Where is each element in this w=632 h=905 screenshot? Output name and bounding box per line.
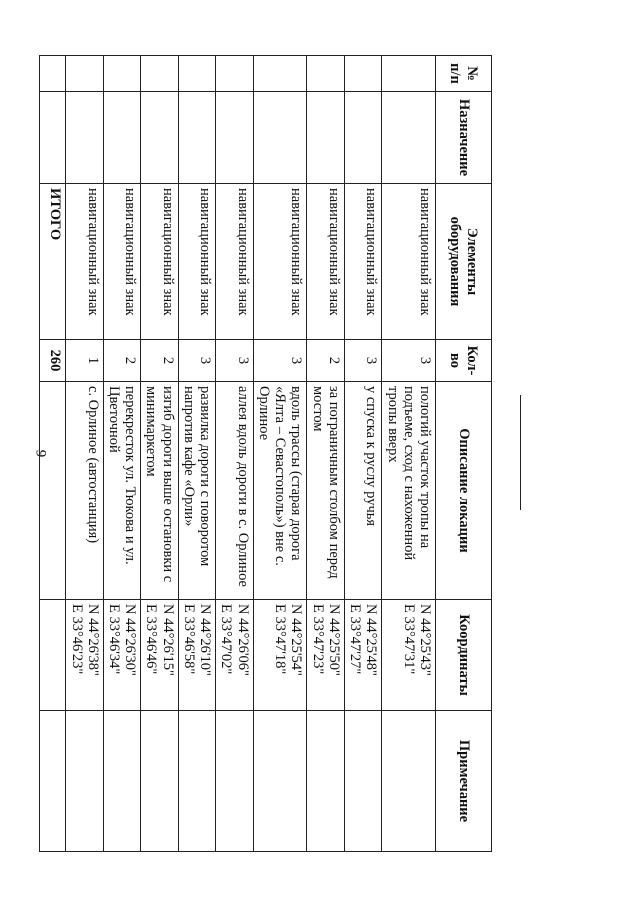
row-element: навигационный знак	[307, 184, 344, 340]
table-row	[307, 56, 344, 852]
row-location: аллея вдоль дороги в с. Орлиное	[216, 382, 253, 600]
coord-e: E 33°46'58"	[180, 604, 197, 675]
coord-e: E 33°47'23"	[309, 604, 326, 675]
row-note	[307, 711, 344, 852]
row-coords	[66, 600, 103, 711]
row-coords	[344, 600, 381, 711]
header-qty: Кол-во	[436, 340, 492, 382]
row-location: вдоль трассы (старая дорога «Ялта – Севастополь») вне с. Орлиное	[253, 382, 307, 600]
row-note	[141, 711, 178, 852]
row-purpose	[307, 92, 344, 184]
row-qty: 3	[344, 340, 381, 382]
row-location: с. Орлиное (автостанция)	[66, 382, 103, 600]
row-num	[307, 56, 344, 92]
row-element: навигационный знак	[344, 184, 381, 340]
row-purpose	[344, 92, 381, 184]
page-number: 9	[32, 449, 49, 458]
coord-e: E 33°47'31"	[400, 604, 417, 675]
row-num	[382, 56, 436, 92]
coord-n: N 44°25'43"	[417, 604, 433, 676]
coord-e: E 33°46'34"	[106, 604, 123, 675]
coord-e: E 33°47'18"	[272, 604, 289, 675]
table-row	[216, 56, 253, 852]
coord-n: N 44°25'54"	[288, 604, 305, 676]
row-num	[344, 56, 381, 92]
row-num	[141, 56, 178, 92]
row-element: навигационный знак	[141, 184, 178, 340]
row-element: навигационный знак	[216, 184, 253, 340]
table-row	[344, 56, 381, 852]
table-row	[382, 56, 436, 852]
row-purpose	[103, 92, 140, 184]
total-qty: 260	[40, 340, 66, 382]
row-purpose	[216, 92, 253, 184]
row-note	[344, 711, 381, 852]
header-elements: Элементы оборудования	[436, 184, 492, 340]
coord-e: E 33°47'02"	[218, 604, 235, 675]
row-element: навигационный знак	[382, 184, 436, 340]
row-purpose	[141, 92, 178, 184]
row-coords	[178, 600, 215, 711]
row-coords	[307, 600, 344, 711]
coord-n: N 44°26'15"	[159, 604, 176, 676]
total-row	[40, 56, 66, 852]
row-location: перекресток ул. Тюкова и ул. Цветочной	[103, 382, 140, 600]
row-num	[178, 56, 215, 92]
coord-n: N 44°25'48"	[363, 604, 380, 676]
row-location: изгиб дороги выше остановки с минимаркетом	[141, 382, 178, 600]
row-purpose	[66, 92, 103, 184]
coord-n: N 44°26'06"	[234, 604, 251, 676]
row-location: пологий участок тропы на подъеме, сход с нахоженной тропы вверх	[382, 382, 436, 600]
row-element: навигационный знак	[103, 184, 140, 340]
table-row	[178, 56, 215, 852]
footer-line	[520, 395, 521, 510]
equipment-table	[39, 55, 492, 852]
row-element: навигационный знак	[66, 184, 103, 340]
row-element: навигационный знак	[178, 184, 215, 340]
row-qty: 3	[178, 340, 215, 382]
row-qty: 3	[216, 340, 253, 382]
table-row	[253, 56, 307, 852]
coord-n: N 44°26'10"	[197, 604, 214, 676]
row-note	[216, 711, 253, 852]
row-qty: 2	[141, 340, 178, 382]
total-coords	[40, 600, 66, 711]
row-qty: 2	[103, 340, 140, 382]
total-location	[40, 382, 66, 600]
row-num	[103, 56, 140, 92]
header-purpose: Назначение	[436, 92, 492, 184]
coord-e: E 33°47'27"	[347, 604, 364, 675]
row-note	[253, 711, 307, 852]
header-coords: Координаты	[436, 600, 492, 711]
table-row	[66, 56, 103, 852]
coord-n: N 44°26'30"	[122, 604, 139, 676]
coord-e: E 33°46'46"	[143, 604, 160, 675]
row-coords	[253, 600, 307, 711]
header-num: № п/п	[436, 56, 492, 92]
row-coords	[216, 600, 253, 711]
row-coords	[141, 600, 178, 711]
header-location: Описание локации	[436, 382, 492, 600]
row-num	[66, 56, 103, 92]
row-purpose	[178, 92, 215, 184]
coord-n: N 44°26'38"	[84, 604, 101, 676]
row-coords	[382, 600, 436, 711]
row-location: развилка дороги с поворотом напротив кафе «Орли»	[178, 382, 215, 600]
row-qty: 3	[253, 340, 307, 382]
total-label: ИТОГО	[40, 184, 66, 340]
row-location: за пограничным столбом перед мостом	[307, 382, 344, 600]
row-note	[178, 711, 215, 852]
coord-e: E 33°46'23"	[68, 604, 85, 675]
row-location: у спуска к руслу ручья	[344, 382, 381, 600]
table-row	[141, 56, 178, 852]
row-purpose	[382, 92, 436, 184]
table-header-row	[436, 56, 492, 852]
row-note	[66, 711, 103, 852]
row-element: навигационный знак	[253, 184, 307, 340]
total-note	[40, 711, 66, 852]
header-note: Примечание	[436, 711, 492, 852]
total-num	[40, 56, 66, 92]
row-num	[253, 56, 307, 92]
row-qty: 1	[66, 340, 103, 382]
row-qty: 2	[307, 340, 344, 382]
table-row	[103, 56, 140, 852]
row-note	[103, 711, 140, 852]
row-coords	[103, 600, 140, 711]
row-qty: 3	[382, 340, 436, 382]
row-num	[216, 56, 253, 92]
row-note	[382, 711, 436, 852]
row-purpose	[253, 92, 307, 184]
coord-n: N 44°25'50"	[325, 604, 342, 676]
total-purpose	[40, 92, 66, 184]
